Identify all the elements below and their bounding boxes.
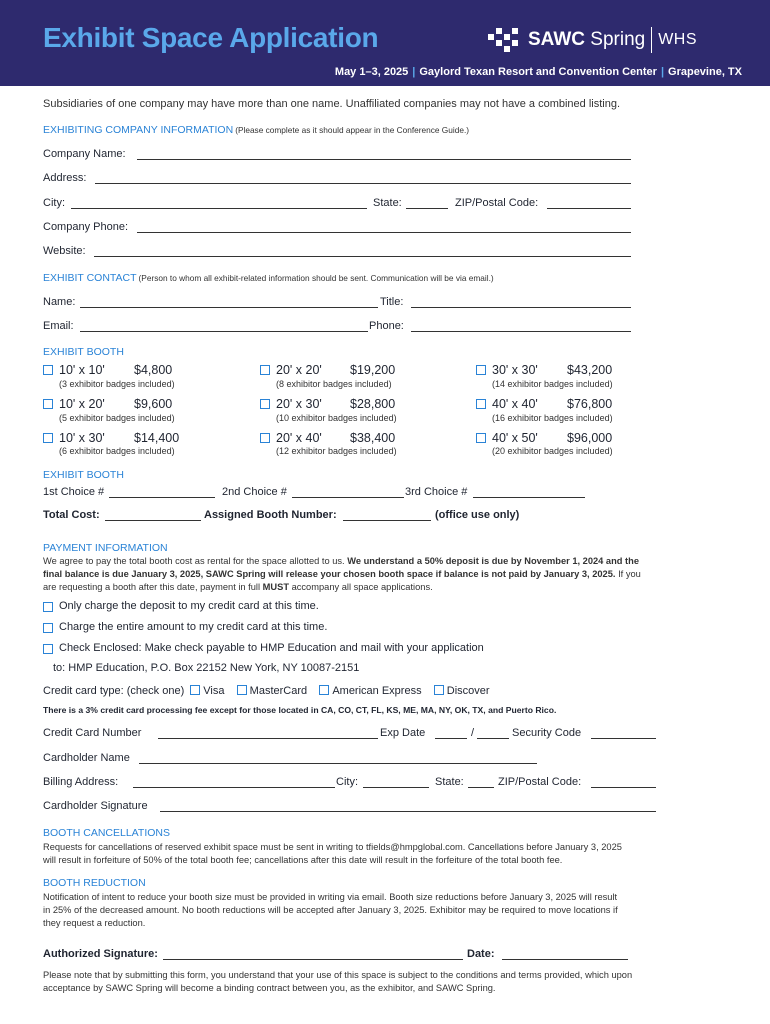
company-phone-field[interactable]	[137, 232, 631, 233]
booth-price: $38,400	[350, 431, 396, 445]
billing-address-label: Billing Address:	[43, 776, 119, 788]
cancellation-text: Requests for cancellations of reserved exhibit space must be sent in writing to tfields@hmpglobal.com. Cancellations before January 3, 2025 will result in forfeiture of 50% of the total booth fee; cancellations after this date will result in the forfeiture of the total booth fee.	[43, 842, 622, 865]
contact-email-label: Email:	[43, 320, 74, 332]
booth-badges: (16 exhibitor badges included)	[492, 413, 613, 423]
booth-checkbox[interactable]	[43, 365, 53, 375]
booth-size: 20' x 20'	[276, 363, 322, 377]
billing-city-label: City:	[336, 776, 358, 788]
contact-phone-label: Phone:	[369, 320, 404, 332]
booth-checkbox[interactable]	[260, 433, 270, 443]
card-number-field[interactable]	[158, 738, 378, 739]
website-field[interactable]	[94, 256, 631, 257]
zip-field[interactable]	[547, 208, 631, 209]
booth-price: $4,800	[134, 363, 173, 377]
logo-name-2: Spring	[590, 29, 646, 50]
assigned-booth-label: Assigned Booth Number:	[204, 509, 337, 521]
cancellation-heading: BOOTH CANCELLATIONS	[43, 827, 170, 839]
billing-address-field[interactable]	[133, 787, 335, 788]
city-field[interactable]	[71, 208, 367, 209]
second-choice-field[interactable]	[292, 497, 404, 498]
billing-state-field[interactable]	[468, 787, 494, 788]
reduction-text: Notification of intent to reduce your booth size must be provided in writing via email. Booth size reductions before January 3, 2025 will result in 25% of the decreased amount. No booth reductions will be accepted after January 3, 2025. Exhibitor may be required to move locations if they request a reduction.	[43, 892, 618, 928]
authorized-signature-label: Authorized Signature:	[43, 948, 158, 960]
contract-note: Please note that by submitting this form, you understand that your use of this space is subject to the conditions and terms provided, which upon acceptance by SAWC Spring will become a binding contract between you, as the exhibitor, and SAWC Spring.	[43, 970, 633, 993]
second-choice-label: 2nd Choice #	[222, 486, 287, 498]
company-name-label: Company Name:	[43, 148, 126, 160]
logo-name: SAWC	[528, 29, 585, 50]
billing-zip-label: ZIP/Postal Code:	[498, 776, 582, 788]
payment-section-heading: PAYMENT INFORMATION	[43, 542, 168, 554]
check-enclosed-checkbox[interactable]	[43, 644, 53, 654]
contact-title-label: Title:	[380, 296, 404, 308]
office-use-note: (office use only)	[435, 509, 520, 521]
address-label: Address:	[43, 172, 87, 184]
contact-section-heading: EXHIBIT CONTACT (Person to whom all exhibit-related information should be sent. Communication will be via email.)	[43, 272, 494, 284]
booth-badges: (20 exhibitor badges included)	[492, 446, 613, 456]
mastercard-checkbox[interactable]	[237, 685, 247, 695]
billing-state-label: State:	[435, 776, 464, 788]
reduction-heading: BOOTH REDUCTION	[43, 877, 146, 889]
visa-checkbox[interactable]	[190, 685, 200, 695]
first-choice-label: 1st Choice #	[43, 486, 105, 498]
event-venue: Gaylord Texan Resort and Convention Center	[419, 66, 657, 78]
deposit-only-label: Only charge the deposit to my credit card at this time.	[59, 600, 319, 612]
event-dates: May 1–3, 2025	[334, 66, 409, 78]
full-amount-checkbox[interactable]	[43, 623, 53, 633]
booth-checkbox[interactable]	[43, 433, 53, 443]
state-field[interactable]	[406, 208, 448, 209]
event-city: Grapevine, TX	[668, 66, 742, 78]
card-number-label: Credit Card Number	[43, 727, 142, 739]
contact-email-field[interactable]	[80, 331, 368, 332]
booth-checkbox[interactable]	[476, 399, 486, 409]
logo-whs: WHS	[658, 31, 698, 48]
exp-month-field[interactable]	[435, 738, 467, 739]
contact-phone-field[interactable]	[411, 331, 631, 332]
booth-size: 30' x 30'	[492, 363, 538, 377]
security-code-label: Security Code	[512, 727, 582, 739]
card-fee-note: There is a 3% credit card processing fee except for those located in CA, CO, CT, FL, KS, ME, MA, NY, OK, TX, and Puerto Rico.	[43, 705, 557, 715]
cardholder-name-field[interactable]	[139, 763, 537, 764]
logo-divider	[651, 27, 652, 53]
company-section-heading: EXHIBITING COMPANY INFORMATION (Please complete as it should appear in the Conference Guide.)	[43, 124, 470, 136]
booth-size: 40' x 40'	[492, 397, 538, 411]
city-label: City:	[43, 197, 65, 209]
booth-checkbox[interactable]	[476, 365, 486, 375]
check-enclosed-label: Check Enclosed: Make check payable to HMP Education and mail with your application	[59, 642, 484, 654]
booth-price: $14,400	[134, 431, 180, 445]
company-name-field[interactable]	[137, 159, 631, 160]
date-field[interactable]	[502, 959, 628, 960]
cardholder-signature-label: Cardholder Signature	[43, 800, 148, 812]
booth-badges: (14 exhibitor badges included)	[492, 379, 613, 389]
booth-checkbox[interactable]	[43, 399, 53, 409]
booth-checkbox[interactable]	[476, 433, 486, 443]
cardholder-signature-field[interactable]	[160, 811, 656, 812]
total-cost-field[interactable]	[105, 520, 201, 521]
exp-slash: /	[471, 727, 475, 739]
booth-badges: (8 exhibitor badges included)	[276, 379, 392, 389]
intro-text: Subsidiaries of one company may have more than one name. Unaffiliated companies may not have a combined listing.	[43, 98, 621, 110]
booth-size: 10' x 20'	[59, 397, 105, 411]
billing-city-field[interactable]	[363, 787, 429, 788]
booth-checkbox[interactable]	[260, 399, 270, 409]
security-code-field[interactable]	[591, 738, 656, 739]
third-choice-label: 3rd Choice #	[405, 486, 468, 498]
booth-size: 40' x 50'	[492, 431, 538, 445]
contact-name-label: Name:	[43, 296, 76, 308]
amex-checkbox[interactable]	[319, 685, 329, 695]
booth-badges: (12 exhibitor badges included)	[276, 446, 397, 456]
sawc-mark-icon	[486, 26, 522, 54]
booth-badges: (10 exhibitor badges included)	[276, 413, 397, 423]
state-label: State:	[373, 197, 402, 209]
event-details: May 1–3, 2025 | Gaylord Texan Resort and Convention Center | Grapevine, TX	[334, 66, 742, 78]
booth-size: 20' x 40'	[276, 431, 322, 445]
booth-price: $96,000	[567, 431, 613, 445]
cardholder-name-label: Cardholder Name	[43, 752, 130, 764]
booth-size: 10' x 10'	[59, 363, 105, 377]
total-cost-label: Total Cost:	[43, 509, 100, 521]
exp-date-label: Exp Date	[380, 727, 426, 739]
booth-price: $43,200	[567, 363, 613, 377]
choice-section-heading: EXHIBIT BOOTH	[43, 469, 124, 481]
booth-price: $9,600	[134, 397, 173, 411]
first-choice-field[interactable]	[109, 497, 215, 498]
booth-price: $76,800	[567, 397, 613, 411]
mailing-address: to: HMP Education, P.O. Box 22152 New York, NY 10087-2151	[53, 662, 360, 674]
discover-checkbox[interactable]	[434, 685, 444, 695]
header-banner	[0, 0, 770, 86]
billing-zip-field[interactable]	[591, 787, 656, 788]
card-type-row: Credit card type: (check one) Visa MasterCard American Express Discover	[43, 685, 490, 697]
booth-price: $19,200	[350, 363, 396, 377]
booth-badges: (5 exhibitor badges included)	[59, 413, 175, 423]
booth-badges: (6 exhibitor badges included)	[59, 446, 175, 456]
address-field[interactable]	[95, 183, 631, 184]
deposit-only-checkbox[interactable]	[43, 602, 53, 612]
booth-price: $28,800	[350, 397, 396, 411]
date-label: Date:	[467, 948, 495, 960]
page-title: Exhibit Space Application	[43, 22, 379, 53]
sawc-logo	[486, 22, 697, 58]
zip-label: ZIP/Postal Code:	[455, 197, 539, 209]
assigned-booth-field[interactable]	[343, 520, 431, 521]
company-phone-label: Company Phone:	[43, 221, 128, 233]
exp-year-field[interactable]	[477, 738, 509, 739]
contact-title-field[interactable]	[411, 307, 631, 308]
booth-size: 20' x 30'	[276, 397, 322, 411]
booth-section-heading: EXHIBIT BOOTH	[43, 346, 124, 358]
payment-terms: We agree to pay the total booth cost as rental for the space allotted to us. We understand a 50% deposit is due by November 1, 2024 and the final balance is due January 3, 2025, SAWC Spring will release your chosen booth space if balance is not paid by January 3, 2025. If you are requesting a booth after this date, payment in full MUST accompany all space applications.	[43, 556, 641, 592]
booth-checkbox[interactable]	[260, 365, 270, 375]
contact-name-field[interactable]	[80, 307, 378, 308]
booth-size: 10' x 30'	[59, 431, 105, 445]
authorized-signature-field[interactable]	[163, 959, 463, 960]
full-amount-label: Charge the entire amount to my credit card at this time.	[59, 621, 328, 633]
third-choice-field[interactable]	[473, 497, 585, 498]
website-label: Website:	[43, 245, 86, 257]
booth-badges: (3 exhibitor badges included)	[59, 379, 175, 389]
